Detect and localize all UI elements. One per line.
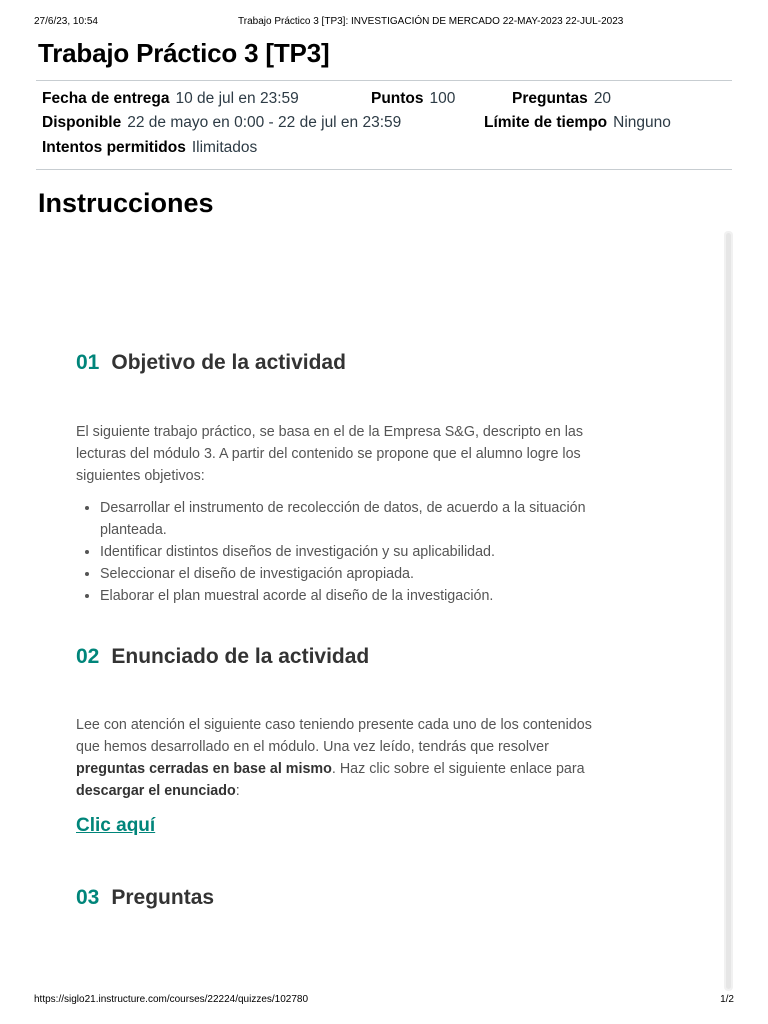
- section-number: 02: [76, 645, 100, 668]
- time-limit-value: Ninguno: [613, 114, 671, 131]
- divider-bottom: [36, 169, 732, 170]
- enunciado-text: :: [235, 783, 240, 799]
- download-statement-link[interactable]: Clic aquí: [76, 815, 156, 836]
- section-title: Enunciado de la actividad: [111, 645, 370, 668]
- instructions-heading: Instrucciones: [38, 188, 214, 218]
- print-footer: [34, 994, 734, 1008]
- objetivo-paragraph: El siguiente trabajo práctico, se basa en el de la Empresa S&G, descripto en las lecturas del módulo 3. A partir del contenido se propone que el alumno logre los siguientes objetivos:: [76, 424, 584, 484]
- enunciado-text: Lee con atención el siguiente caso teniendo presente cada uno de los contenidos que hemos desarrollado en el módulo. Una vez leído, tendrás que resolver: [76, 717, 592, 755]
- quiz-title: Trabajo Práctico 3 [TP3]: [38, 38, 330, 68]
- print-url: https://siglo21.instructure.com/courses/22224/quizzes/102780: [34, 994, 309, 1005]
- questions-detail: [512, 90, 611, 108]
- time-limit-label: Límite de tiempo: [484, 114, 608, 131]
- section-heading-objetivo: [76, 351, 346, 375]
- divider-top: [36, 80, 732, 81]
- available-value: 22 de mayo en 0:00 - 22 de jul en 23:59: [127, 114, 402, 131]
- list-item: • Seleccionar el diseño de investigación apropiada.: [100, 563, 620, 585]
- list-item: • Identificar distintos diseños de investigación y su aplicabilidad.: [100, 541, 620, 563]
- print-header: [34, 16, 734, 30]
- points-value: 100: [429, 90, 456, 107]
- list-item: • Desarrollar el instrumento de recolección de datos, de acuerdo a la situación planteada.: [100, 497, 620, 541]
- questions-label: Preguntas: [512, 90, 588, 107]
- available-detail: [42, 114, 401, 132]
- due-date-label: Fecha de entrega: [42, 90, 170, 107]
- enunciado-text: . Haz clic sobre el siguiente enlace para: [331, 761, 585, 777]
- section-heading-preguntas: [76, 886, 214, 910]
- list-item: • Elaborar el plan muestral acorde al diseño de la investigación.: [100, 585, 620, 607]
- print-page-title: Trabajo Práctico 3 [TP3]: INVESTIGACIÓN DE MERCADO 22-MAY-2023 22-JUL-2023: [238, 16, 624, 27]
- questions-value: 20: [593, 90, 612, 107]
- print-page-number: 1/2: [720, 994, 734, 1005]
- objectives-list: [76, 497, 620, 607]
- attempts-detail: [42, 139, 257, 157]
- attempts-value: Ilimitados: [191, 139, 258, 156]
- enunciado-emphasis: descargar el enunciado: [76, 783, 236, 799]
- section-title: Preguntas: [111, 886, 215, 909]
- enunciado-emphasis: preguntas cerradas en base al mismo: [76, 761, 332, 777]
- scrollbar-thumb[interactable]: [726, 233, 731, 989]
- enunciado-paragraph: [76, 714, 596, 802]
- print-date: 27/6/23, 10:54: [34, 16, 98, 27]
- points-label: Puntos: [371, 90, 424, 107]
- section-title: Objetivo de la actividad: [111, 351, 346, 374]
- section-number: 03: [76, 886, 100, 909]
- time-limit-detail: [484, 114, 671, 132]
- content-scrollbar[interactable]: [724, 231, 733, 991]
- attempts-label: Intentos permitidos: [42, 139, 186, 156]
- points-detail: [371, 90, 455, 108]
- due-date-value: 10 de jul en 23:59: [175, 90, 299, 107]
- due-date-detail: [42, 90, 299, 108]
- section-number: 01: [76, 351, 100, 374]
- available-label: Disponible: [42, 114, 122, 131]
- section-heading-enunciado: [76, 645, 369, 669]
